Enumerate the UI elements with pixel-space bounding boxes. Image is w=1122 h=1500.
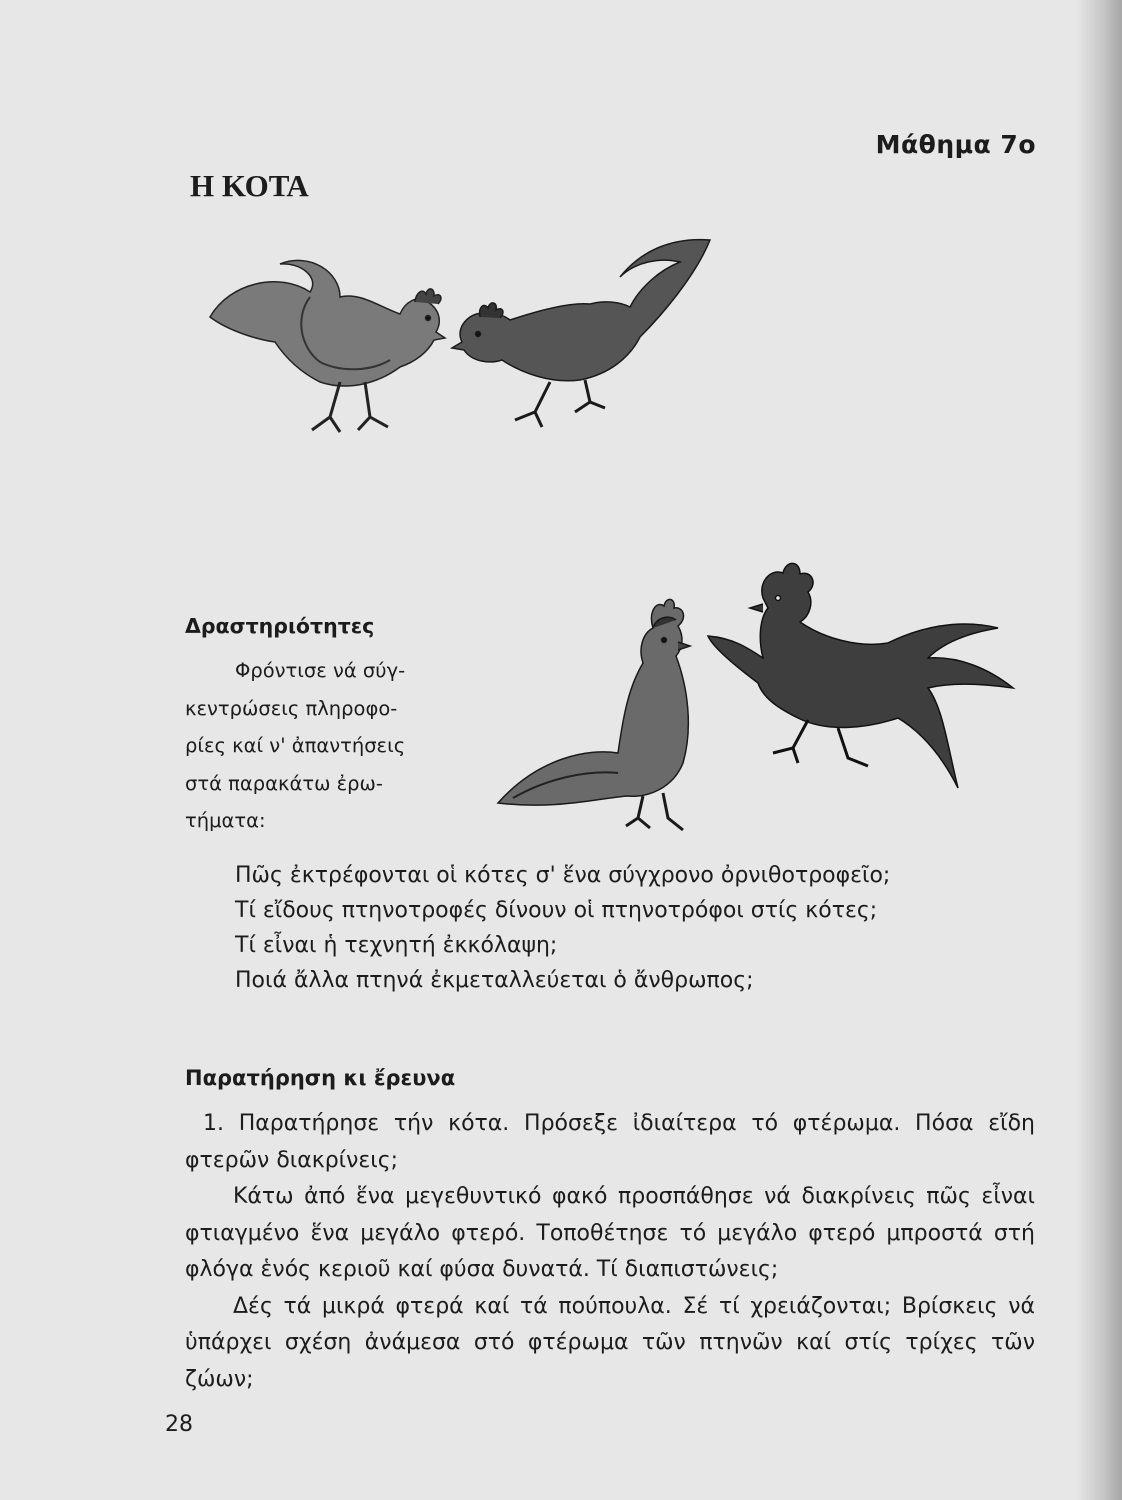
question-item: Τί εἶναι ἡ τεχνητή ἐκκόλαψη; <box>235 933 558 958</box>
rooster-leaping-icon <box>708 563 1013 788</box>
observation-heading: Παρατήρηση κι ἔρευνα <box>185 1066 456 1090</box>
intro-line: στά παρακάτω ἐρω- <box>185 771 383 795</box>
page-number: 28 <box>165 1412 193 1437</box>
question-item: Τί εἴδους πτηνοτροφές δίνουν οἱ πτηνοτρόφοι στίς κότες; <box>235 898 878 923</box>
rooster-right-icon <box>452 240 710 427</box>
activity-questions <box>235 858 890 998</box>
page-binding-shadow <box>1076 0 1122 1500</box>
intro-line: ρίες καί ν' ἀπαντήσεις <box>185 734 406 757</box>
intro-line: κεντρώσεις πληροφο- <box>185 696 398 720</box>
observation-body <box>185 1106 1035 1398</box>
roosters-illustration-bottom <box>478 548 1028 848</box>
page-title: Η ΚΟΤΑ <box>190 168 309 203</box>
lesson-label: Μάθημα 7ο <box>875 130 1036 159</box>
activities-intro <box>185 652 435 840</box>
observation-paragraph: Δές τά μικρά φτερά καί τά πούπουλα. Σέ τί χρειάζονται; Βρίσκεις νά ὑπάρχει σχέση ἀνάμεσα στό φτέρωμα τῶν πτηνῶν καί στίς τρίχες τῶν ζώων; <box>185 1293 1035 1392</box>
observation-paragraph: 1. Παρατήρησε τήν κότα. Πρόσεξε ἰδιαίτερα τό φτέρωμα. Πόσα εἴδη φτερῶν διακρίνεις; <box>185 1111 1035 1173</box>
question-item: Ποιά ἄλλα πτηνά ἐκμεταλλεύεται ὁ ἄνθρωπος; <box>235 968 754 993</box>
observation-paragraph: Κάτω ἀπό ἕνα μεγεθυντικό φακό προσπάθησε νά διακρίνεις πῶς εἶναι φτιαγμένο ἕνα μεγάλο φτερό. Τοποθέτησε τό μεγάλο φτερό μπροστά στή φλόγα ἑνός κεριοῦ καί φύσα δυνατά. Τί διαπιστώνεις; <box>185 1184 1035 1282</box>
roosters-illustration-top <box>190 222 730 452</box>
activities-heading: Δραστηριότητες <box>185 614 375 638</box>
intro-line: τήματα: <box>185 809 266 832</box>
intro-line: Φρόντισε νά σύγ- <box>235 659 406 682</box>
rooster-standing-icon <box>498 599 690 830</box>
question-item: Πῶς ἐκτρέφονται οἱ κότες σ' ἕνα σύγχρονο ὀρνιθοτροφεῖο; <box>235 863 891 888</box>
rooster-left-icon <box>210 260 445 432</box>
